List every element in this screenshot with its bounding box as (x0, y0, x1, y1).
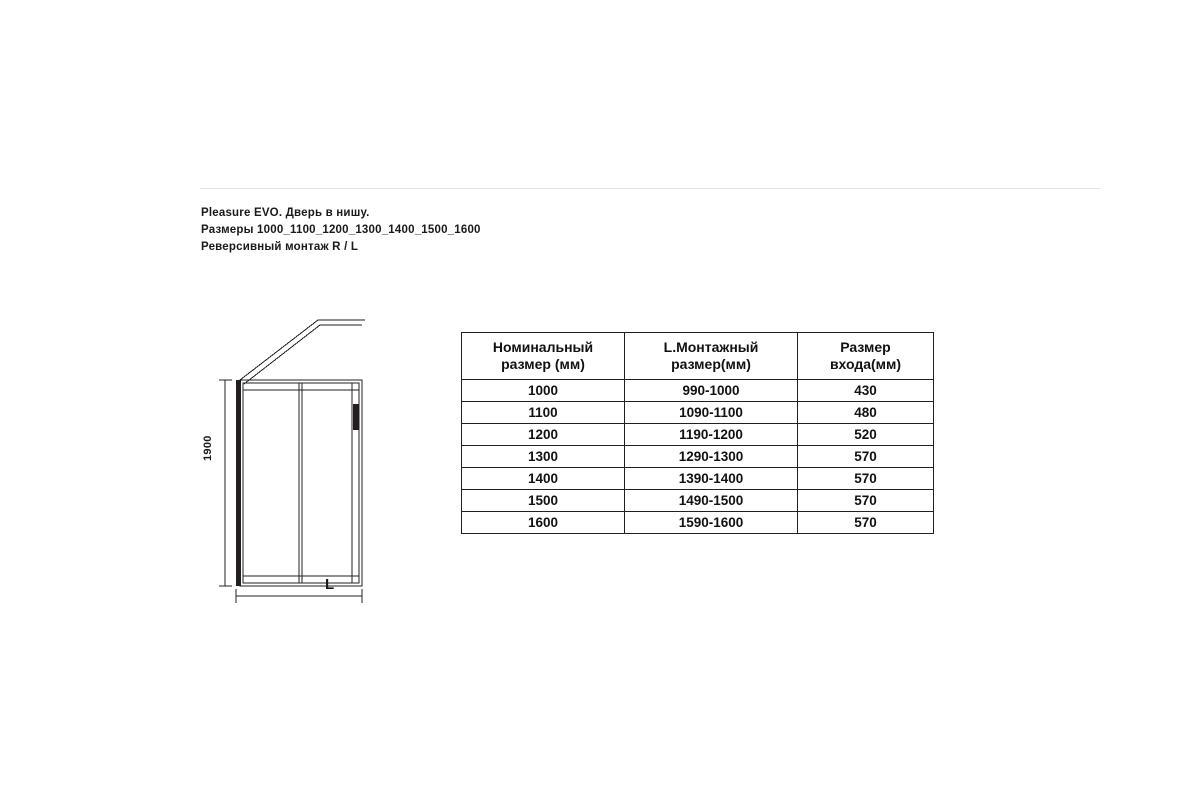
drawing-svg (200, 300, 440, 610)
table-row (462, 512, 934, 534)
cell-entry: 570 (798, 490, 934, 512)
cell-mounting: 1490-1500 (625, 490, 798, 512)
cell-nominal: 1000 (462, 380, 625, 402)
column-header-mounting: L.Монтажный размер(мм) (625, 333, 798, 380)
table-header-row (462, 333, 934, 380)
cell-entry: 570 (798, 512, 934, 534)
cell-entry: 480 (798, 402, 934, 424)
cell-entry: 570 (798, 446, 934, 468)
table-row (462, 380, 934, 402)
dimension-height-label: 1900 (202, 435, 214, 461)
table-row (462, 490, 934, 512)
table-row (462, 402, 934, 424)
title-block (201, 205, 481, 256)
dimension-width-label: L (325, 576, 335, 593)
column-header-nominal: Номинальный размер (мм) (462, 333, 625, 380)
cell-nominal: 1300 (462, 446, 625, 468)
cell-nominal: 1500 (462, 490, 625, 512)
cell-nominal: 1600 (462, 512, 625, 534)
cell-nominal: 1100 (462, 402, 625, 424)
table-row (462, 424, 934, 446)
cell-entry: 520 (798, 424, 934, 446)
sizes-line: Размеры 1000_1100_1200_1300_1400_1500_1600 (201, 224, 481, 236)
cell-mounting: 990-1000 (625, 380, 798, 402)
table-row (462, 446, 934, 468)
cell-mounting: 1590-1600 (625, 512, 798, 534)
cell-entry: 430 (798, 380, 934, 402)
column-header-entry: Размер входа(мм) (798, 333, 934, 380)
cell-mounting: 1390-1400 (625, 468, 798, 490)
cell-nominal: 1400 (462, 468, 625, 490)
table-row (462, 468, 934, 490)
cell-entry: 570 (798, 468, 934, 490)
cell-nominal: 1200 (462, 424, 625, 446)
mounting-line: Реверсивный монтаж R / L (201, 241, 359, 253)
cell-mounting: 1090-1100 (625, 402, 798, 424)
size-specification-table (461, 332, 934, 534)
shower-door-drawing (200, 300, 440, 610)
header-divider (200, 188, 1100, 189)
cell-mounting: 1290-1300 (625, 446, 798, 468)
product-title: Pleasure EVO. Дверь в нишу. (201, 207, 370, 219)
cell-mounting: 1190-1200 (625, 424, 798, 446)
